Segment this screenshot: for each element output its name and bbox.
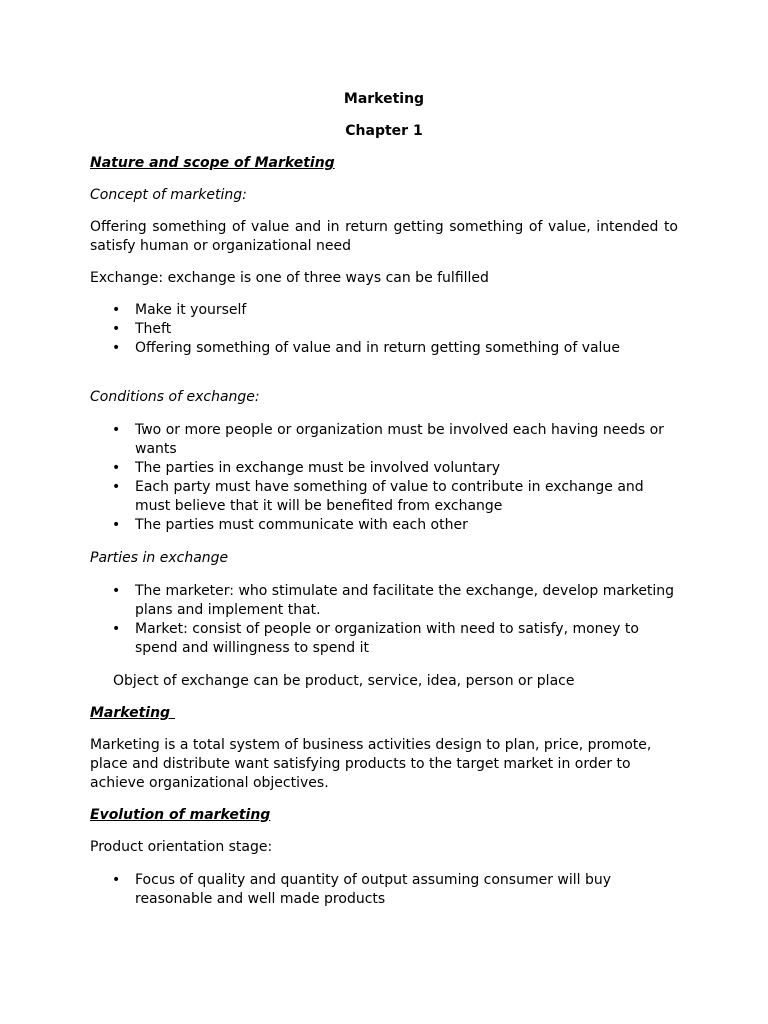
section-heading-nature-scope: Nature and scope of Marketing	[90, 155, 335, 171]
exchange-list	[90, 301, 678, 358]
document-title: Marketing	[343, 91, 425, 107]
bullet-icon: •	[112, 583, 121, 599]
bullet-icon: •	[112, 340, 121, 356]
list-item: • The marketer: who stimulate and facilitate the exchange, develop marketing plans and implement that.	[112, 583, 675, 618]
list-item: • Make it yourself	[112, 302, 247, 318]
exchange-paragraph: Exchange: exchange is one of three ways can be fulfilled	[90, 270, 489, 286]
bullet-icon: •	[112, 321, 121, 337]
list-item: • The parties must communicate with each other	[112, 517, 468, 533]
section-heading-marketing: Marketing	[90, 705, 175, 721]
concept-label: Concept of marketing:	[90, 187, 247, 203]
bullet-icon: •	[112, 872, 121, 888]
bullet-icon: •	[112, 302, 121, 318]
conditions-list	[90, 421, 678, 535]
conditions-label: Conditions of exchange:	[90, 389, 260, 405]
object-of-exchange-paragraph: Object of exchange can be product, service, idea, person or place	[113, 673, 575, 689]
list-item: • The parties in exchange must be involved voluntary	[112, 460, 501, 476]
list-item: • Two or more people or organization must be involved each having needs or wants	[112, 422, 664, 457]
parties-list	[90, 582, 678, 658]
product-orientation-label: Product orientation stage:	[90, 839, 273, 855]
list-item: • Offering something of value and in return getting something of value	[112, 340, 620, 356]
marketing-definition-paragraph: Marketing is a total system of business activities design to plan, price, promote, place and distribute want satisfying products to the target market in order to achieve organizational objectives.	[90, 737, 652, 791]
bullet-icon: •	[112, 517, 121, 533]
document-body	[90, 90, 678, 909]
list-item: • Focus of quality and quantity of output assuming consumer will buy reasonable and well made products	[112, 872, 612, 907]
list-item: • Market: consist of people or organization with need to satisfy, money to spend and willingness to spend it	[112, 621, 639, 656]
bullet-icon: •	[112, 621, 121, 637]
chapter-title: Chapter 1	[345, 123, 423, 139]
bullet-icon: •	[112, 460, 121, 476]
section-heading-evolution: Evolution of marketing	[90, 807, 271, 823]
list-item: • Each party must have something of value to contribute in exchange and must believe that it will be benefited from exchange	[112, 479, 644, 514]
bullet-icon: •	[112, 479, 121, 495]
list-item: • Theft	[112, 321, 172, 337]
bullet-icon: •	[112, 422, 121, 438]
parties-label: Parties in exchange	[90, 550, 229, 566]
concept-paragraph: Offering something of value and in return getting something of value, intended to satisfy human or organizational need	[90, 219, 678, 254]
product-orientation-list	[90, 871, 678, 909]
